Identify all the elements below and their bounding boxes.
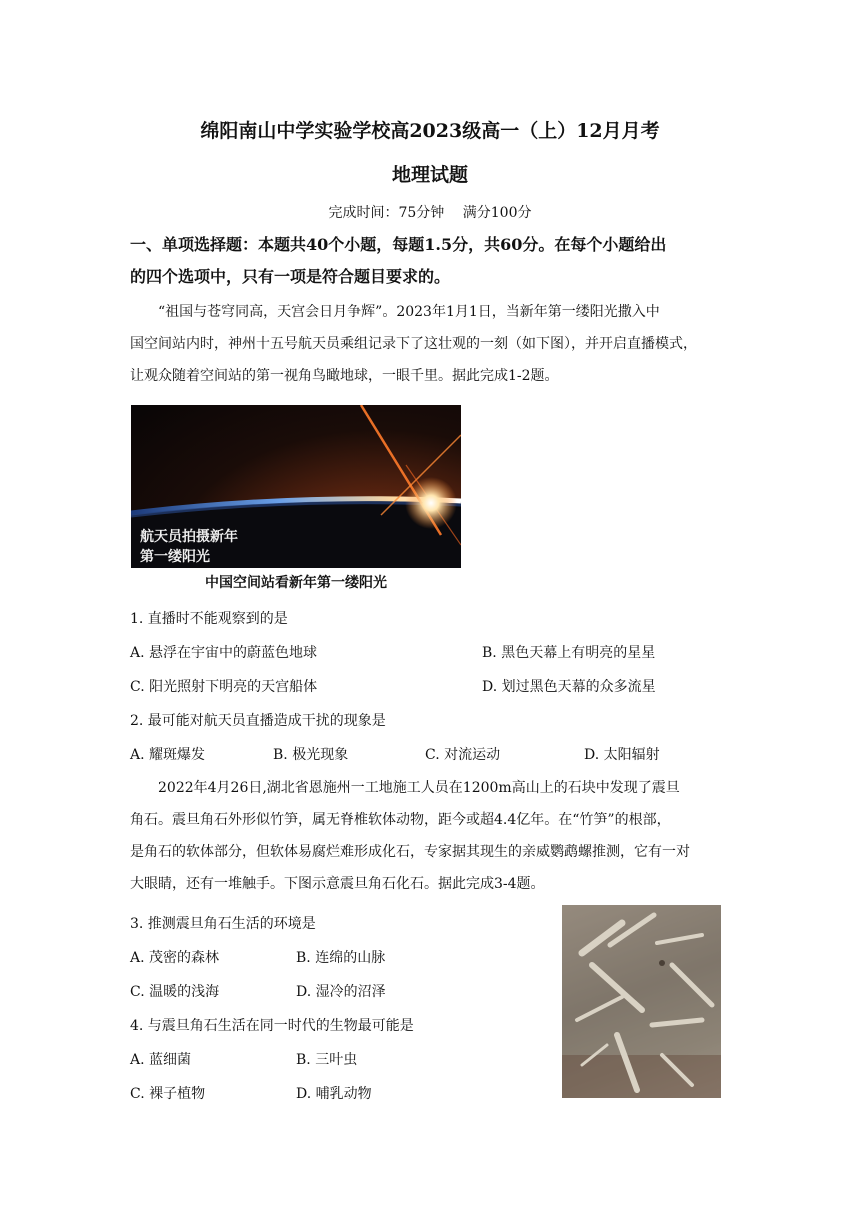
- passage-line: 是角石的软体部分，但软体易腐烂难形成化石，专家据其现生的亲威鹦鹉螺推测，它有一对: [130, 844, 690, 860]
- full-score: 满分100分: [462, 205, 532, 221]
- question-3-option-c: C. 温暖的浅海: [130, 984, 220, 1000]
- time-limit: 完成时间：75分钟: [328, 205, 445, 221]
- question-1-option-a: A. 悬浮在宇宙中的蔚蓝色地球: [130, 645, 318, 661]
- fossil-graphic: [562, 905, 721, 1098]
- photo-overlay-text: 第一缕阳光: [140, 549, 210, 565]
- question-4-option-a: A. 蓝细菌: [130, 1052, 192, 1068]
- question-4-stem: 4. 与震旦角石生活在同一时代的生物最可能是: [130, 1018, 414, 1034]
- passage-line: 2022年4月26日,湖北省恩施州一工地施工人员在1200m高山上的石块中发现了震旦: [158, 780, 680, 796]
- space-station-photo: [131, 405, 461, 568]
- question-2-option-a: A. 耀斑爆发: [130, 747, 206, 763]
- question-2-option-c: C. 对流运动: [425, 747, 501, 763]
- exam-meta: [0, 202, 860, 222]
- passage-line: 大眼睛，还有一堆触手。下图示意震旦角石化石。据此完成3-4题。: [130, 876, 545, 892]
- figure-caption: 中国空间站看新年第一缕阳光: [205, 575, 387, 591]
- exam-title: 绵阳南山中学实验学校高2023级高一（上）12月月考: [200, 120, 660, 142]
- question-3-option-a: A. 茂密的森林: [130, 950, 220, 966]
- question-4-option-c: C. 裸子植物: [130, 1086, 206, 1102]
- question-1-stem: 1. 直播时不能观察到的是: [130, 611, 288, 627]
- exam-subtitle: 地理试题: [391, 164, 468, 186]
- question-2-option-d: D. 太阳辐射: [584, 747, 660, 763]
- passage-line: “祖国与苍穹同高，天宫会日月争辉”。2023年1月1日，当新年第一缕阳光撒入中: [158, 304, 660, 320]
- section-heading-line: 一、单项选择题：本题共40个小题，每题1.5分，共60分。在每个小题给出: [130, 235, 667, 254]
- question-2-option-b: B. 极光现象: [273, 747, 349, 763]
- passage-line: 让观众随着空间站的第一视角鸟瞰地球，一眼千里。据此完成1-2题。: [130, 368, 559, 384]
- passage-2: [130, 772, 730, 900]
- question-3-option-d: D. 湿冷的沼泽: [296, 984, 386, 1000]
- question-1-option-d: D. 划过黑色天幕的众多流星: [482, 679, 656, 695]
- section-heading-line: 的四个选项中，只有一项是符合题目要求的。: [130, 267, 451, 286]
- question-1-option-b: B. 黑色天幕上有明亮的星星: [482, 645, 656, 661]
- passage-line: 角石。震旦角石外形似竹笋，属无脊椎软体动物，距今或超4.4亿年。在“竹笋”的根部，: [130, 812, 671, 828]
- passage-line: 国空间站内时，神州十五号航天员乘组记录下了这壮观的一刻（如下图），并开启直播模式，: [130, 336, 697, 352]
- question-1-option-c: C. 阳光照射下明亮的天宫船体: [130, 679, 318, 695]
- photo-overlay-text: 航天员拍摄新年: [140, 529, 238, 545]
- passage-1: [130, 296, 730, 392]
- question-3-option-b: B. 连绵的山脉: [296, 950, 386, 966]
- question-4-option-b: B. 三叶虫: [296, 1052, 358, 1068]
- fossil-photo: [562, 905, 721, 1098]
- question-2-stem: 2. 最可能对航天员直播造成干扰的现象是: [130, 713, 386, 729]
- question-3-stem: 3. 推测震旦角石生活的环境是: [130, 916, 316, 932]
- question-4-option-d: D. 哺乳动物: [296, 1086, 372, 1102]
- section-heading: [130, 229, 730, 293]
